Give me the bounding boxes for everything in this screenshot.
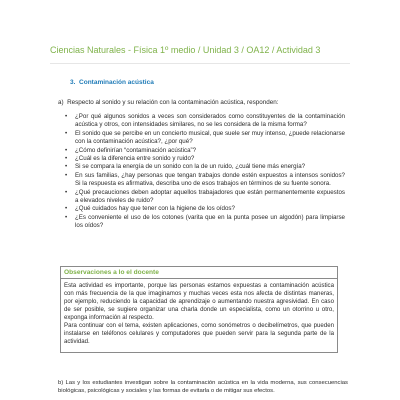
list-item: • ¿Cómo definirían “contaminación acústica”?: [65, 147, 345, 155]
list-item: • En sus familias, ¿hay personas que tengan trabajos donde estén expuestos a intensos sonidos? Si la respuesta es afirmativa, describa uno de esos trabajos en términos de su fuente sonora.: [65, 172, 345, 189]
list-item: • ¿Por qué algunos sonidos a veces son considerados como constituyentes de la contaminación acústica y otros, con intensidades similares, no se les considera de la misma forma?: [65, 113, 345, 130]
section-title: [70, 79, 154, 86]
list-item: • Si se compara la energía de un sonido con la de un ruido, ¿cuál tiene más energía?: [65, 163, 345, 171]
observations-paragraph: Esta actividad es importante, porque las personas estamos expuestas a contaminación acústica con más frecuencia de la que imaginamos y muchas veces esta nos afecta de distintas maneras, por ejemplo, reduciendo la capacidad de aprendizaje o aumentando nuestra agresividad. En caso de ser posible, se sugiere organizar una charla donde un especialista, como un otorrino u otro, exponga información al respecto.: [64, 282, 334, 321]
header-divider: [50, 63, 350, 64]
question-a-intro: [58, 98, 358, 107]
question-b: b) Las y los estudiantes investigan sobre la contaminación acústica en la vida moderna, sus consecuencias biológicas, psicológicas y sociales y las formas de evitarla o de mitigar sus efectos.: [58, 380, 348, 394]
observations-title: Observaciones a lo el docente: [61, 267, 337, 279]
observations-body: [61, 279, 337, 346]
question-a-label: a): [58, 99, 64, 106]
observations-box: [60, 266, 338, 353]
list-item: • El sonido que se percibe en un concierto musical, que suele ser muy intenso, ¿puede relacionarse con la contaminación acústica?, ¿por qué?: [65, 130, 345, 147]
observations-paragraph: Para continuar con el tema, existen aplicaciones, como sonómetros o decibelímetros, que pueden instalarse en teléfonos celulares y computadores que pueden servir para la segunda parte de la actividad.: [64, 322, 334, 345]
list-item: • ¿Cuál es la diferencia entre sonido y ruido?: [65, 155, 345, 163]
list-item: • ¿Qué cuidados hay que tener con la higiene de los oídos?: [65, 205, 345, 213]
question-a-text: Respecto al sonido y su relación con la contaminación acústica, responden:: [67, 99, 279, 106]
section-number: 3.: [70, 79, 76, 86]
page-header-breadcrumb: Ciencias Naturales - Física 1º medio / Unidad 3 / OA12 / Actividad 3: [50, 45, 321, 55]
section-title-text: Contaminación acústica: [79, 79, 154, 86]
question-list: [65, 113, 345, 231]
list-item: • ¿Qué precauciones deben adoptar aquellos trabajadores que están permanentemente expuestos a elevados niveles de ruido?: [65, 189, 345, 206]
list-item: • ¿Es conveniente el uso de los cotones (varita que en la punta posee un algodón) para limpiarse los oídos?: [65, 214, 345, 231]
